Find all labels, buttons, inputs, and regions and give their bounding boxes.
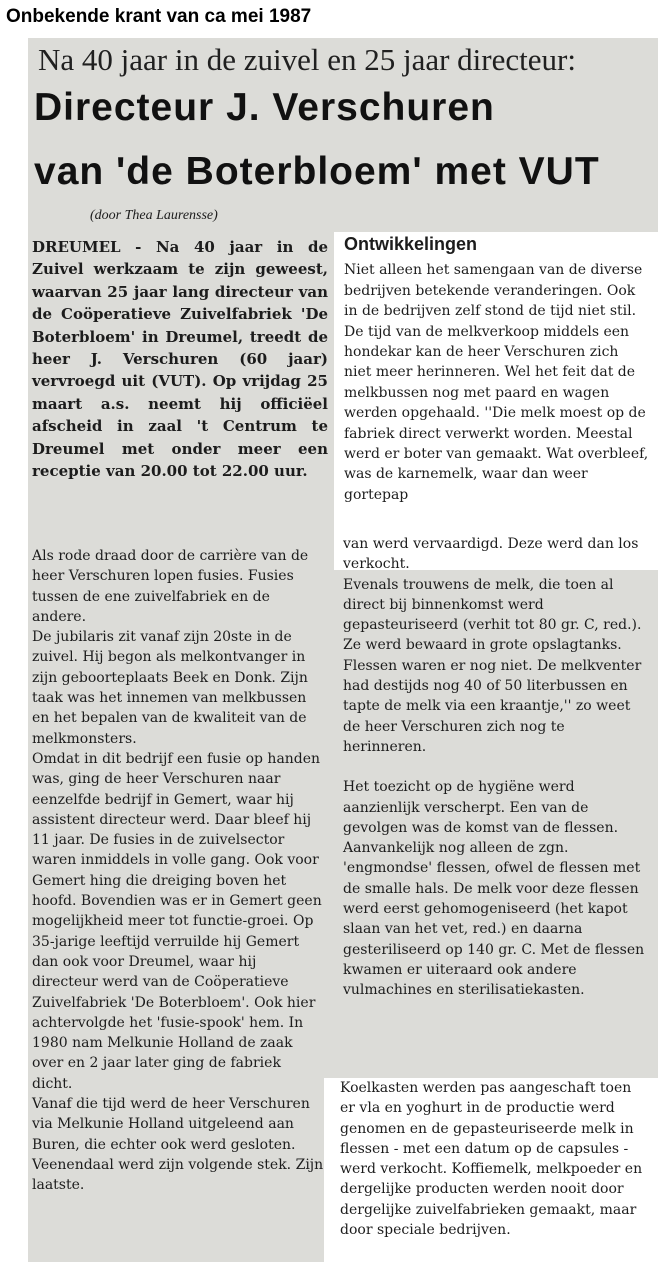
left-column [32,546,324,1196]
paragraph: Omdat in dit bedrijf een fusie op handen was, ging de heer Verschuren naar eenzelfde bedrijf in Gemert, waar hij assistent directeur werd. Daar bleef hij 11 jaar. De fusies in de zuivelsector waren inmiddels in volle gang. Ook voor Gemert hing die dreiging boven het hoofd. Bovendien was er in Gemert geen mogelijkheid meer tot functie-groei. Op 35-jarige leeftijd verruilde hij Gemert dan ook voor Dreumel, waar hij directeur werd van de Coöperatieve Zuivelfabriek 'De Boterbloem'. Ook hier achtervolgde het 'fusie-spook' hem. In 1980 nam Melkunie Holland de zaak over en 2 jaar later ging de fabriek dicht. [32,750,322,1092]
sidebar-box-ontwikkelingen [334,232,660,570]
document-caption: Onbekende krant van ca mei 1987 [6,6,312,27]
right-column [343,534,651,1001]
headline-line-2: van 'de Boterbloem' met VUT [34,150,600,193]
headline-line-1: Directeur J. Verschuren [34,86,495,129]
paragraph: Koelkasten werden pas aangeschaft toen er vla en yoghurt in de productie werd genomen en de gepasteuriseerde melk in flessen - met een datum op de capsules - werd verkocht. Koffiemelk, melkpoeder en dergelijke producten werden nooit door dergelijke zuivelfabrieken gemaakt, maar door speciale bedrijven. [340,1080,643,1239]
box-title: Ontwikkelingen [344,234,478,254]
byline: (door Thea Laurensse) [90,208,218,223]
newspaper-clipping [28,38,658,1262]
paragraph: Evenals trouwens de melk, die toen al direct bij binnenkomst werd gepasteuriseerd (verhit tot 80 gr. C, red.). [343,576,642,634]
paragraph: Aanvankelijk nog alleen de zgn. 'engmondse' flessen, ofwel de flessen met de smalle hals. De melk voor deze flessen werd eerst gehomogeniseerd (het kapot slaan van het vet, red.) en daarna gesteriliseerd op 140 gr. C. Met de flessen kwamen er uiteraard ook andere vulmachines en sterilisatiekasten. [343,840,645,999]
paragraph: Vanaf die tijd werd de heer Verschuren via Melkunie Holland uitgeleend aan Buren, die echter ook werd gesloten. Veenendaal werd zijn volgende stek. Zijn laatste. [32,1096,324,1194]
highlighted-passage [324,1078,658,1262]
paragraph: Het toezicht op de hygiëne werd aanzienlijk verscherpt. Een van de gevolgen was de komst van de flessen. [343,779,619,836]
paragraph: Als rode draad door de carrière van de heer Verschuren lopen fusies. Fusies tussen de ene zuivelfabriek en de andere. [32,548,309,625]
box-body: Niet alleen het samengaan van de diverse bedrijven betekende veranderingen. Ook in de bedrijven zelf stond de tijd niet stil. De tijd van de melkverkoop middels een hondekar kan de heer Verschuren zich niet meer herinneren. Wel het feit dat de melkbussen nog met paard en wagen werden opgehaald. ''Die melk moest op de fabriek direct verwerkt worden. Meestal werd er boter van gemaakt. Wat overbleef, was de karnemelk, waar dan weer gortepap [344,262,649,503]
intro-paragraph: DREUMEL - Na 40 jaar in de Zuivel werkzaam te zijn geweest, waarvan 25 jaar lang directeur van de Coöperatieve Zuivelfabriek 'De Boterbloem' in Dreumel, treedt de heer J. Verschuren (60 jaar) vervroegd uit (VUT). Op vrijdag 25 maart a.s. neemt hij officiëel afscheid in zaal 't Centrum te Dreumel met onder meer een receptie van 20.00 tot 22.00 uur. [32,238,328,481]
paragraph: De jubilaris zit vanaf zijn 20ste in de zuivel. Hij begon als melkontvanger in zijn geboorteplaats Beek en Donk. Zijn taak was het innemen van melkbussen en het bepalen van de kwaliteit van de melkmonsters. [32,629,308,747]
paragraph: van werd vervaardigd. Deze werd dan los verkocht. [343,536,639,573]
paragraph: Ze werd bewaard in grote opslagtanks. Flessen waren er nog niet. De melkventer had destijds nog 40 of 50 literbussen en tapte de melk via een kraantje,'' zo weet de heer Verschuren zich nog te herinneren. [343,637,642,755]
article-kicker: Na 40 jaar in de zuivel en 25 jaar directeur: [38,42,576,77]
